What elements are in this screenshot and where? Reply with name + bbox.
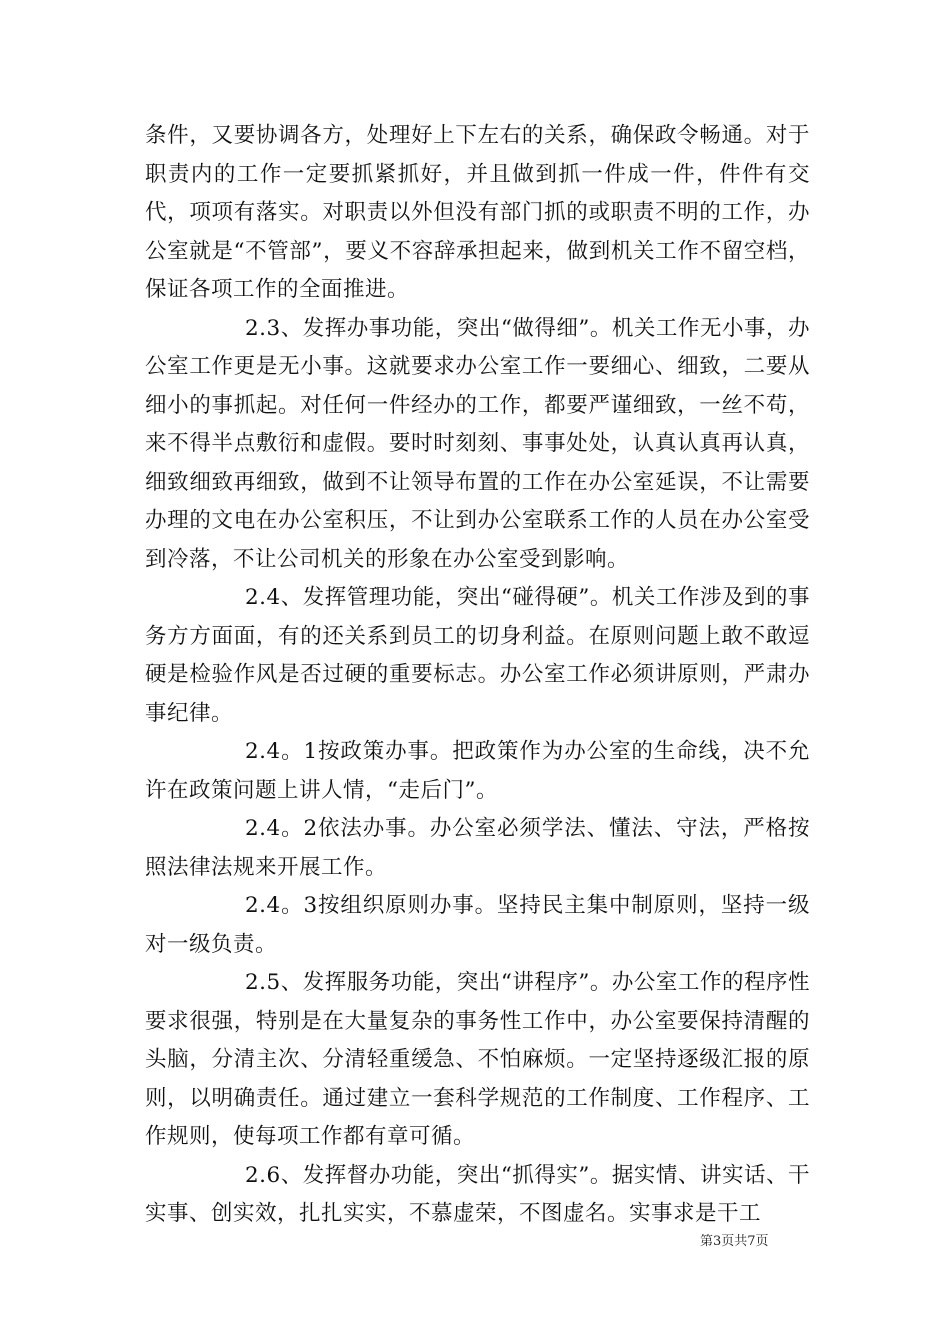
paragraph-2-6: 2.6、发挥督办功能，突出“抓得实”。据实情、讲实话、干实事、创实效，扎扎实实，不慕虚荣，不图虚名。实事求是干工 (145, 1162, 810, 1226)
body-text (145, 117, 810, 1234)
paragraph-2-4-1: 2.4。1按政策办事。把政策作为办公室的生命线，决不允许在政策问题上讲人情，“走后门”。 (145, 739, 810, 803)
paragraph-continuation: 条件，又要协调各方，处理好上下左右的关系，确保政令畅通。对于职责内的工作一定要抓紧抓好，并且做到抓一件成一件，件件有交代，项项有落实。对职责以外但没有部门抓的或职责不明的工作，办公室就是“不管部”，要义不容辞承担起来，做到机关工作不留空档，保证各项工作的全面推进。 (145, 123, 810, 302)
paragraph-2-5: 2.5、发挥服务功能，突出“讲程序”。办公室工作的程序性要求很强，特别是在大量复杂的事务性工作中，办公室要保持清醒的头脑，分清主次、分清轻重缓急、不怕麻烦。一定坚持逐级汇报的原则，以明确责任。通过建立一套科学规范的工作制度、工作程序、工作规则，使每项工作都有章可循。 (145, 970, 810, 1149)
paragraph-2-3: 2.3、发挥办事功能，突出“做得细”。机关工作无小事，办公室工作更是无小事。这就要求办公室工作一要细心、细致，二要从细小的事抓起。对任何一件经办的工作，都要严谨细致，一丝不苟，来不得半点敷衍和虚假。要时时刻刻、事事处处，认真认真再认真，细致细致再细致，做到不让领导布置的工作在办公室延误，不让需要办理的文电在办公室积压，不让到办公室联系工作的人员在办公室受到冷落，不让公司机关的形象在办公室受到影响。 (145, 315, 810, 572)
page-number-footer: 第3页共7页 (700, 1234, 769, 1249)
paragraph-2-4-2: 2.4。2依法办事。办公室必须学法、懂法、守法，严格按照法律法规来开展工作。 (145, 816, 810, 880)
paragraph-2-4: 2.4、发挥管理功能，突出“碰得硬”。机关工作涉及到的事务方方面面，有的还关系到员工的切身利益。在原则问题上敢不敢逗硬是检验作风是否过硬的重要标志。办公室工作必须讲原则，严肃办事纪律。 (145, 585, 810, 726)
paragraph-2-4-3: 2.4。3按组织原则办事。坚持民主集中制原则，坚持一级对一级负责。 (145, 893, 810, 957)
